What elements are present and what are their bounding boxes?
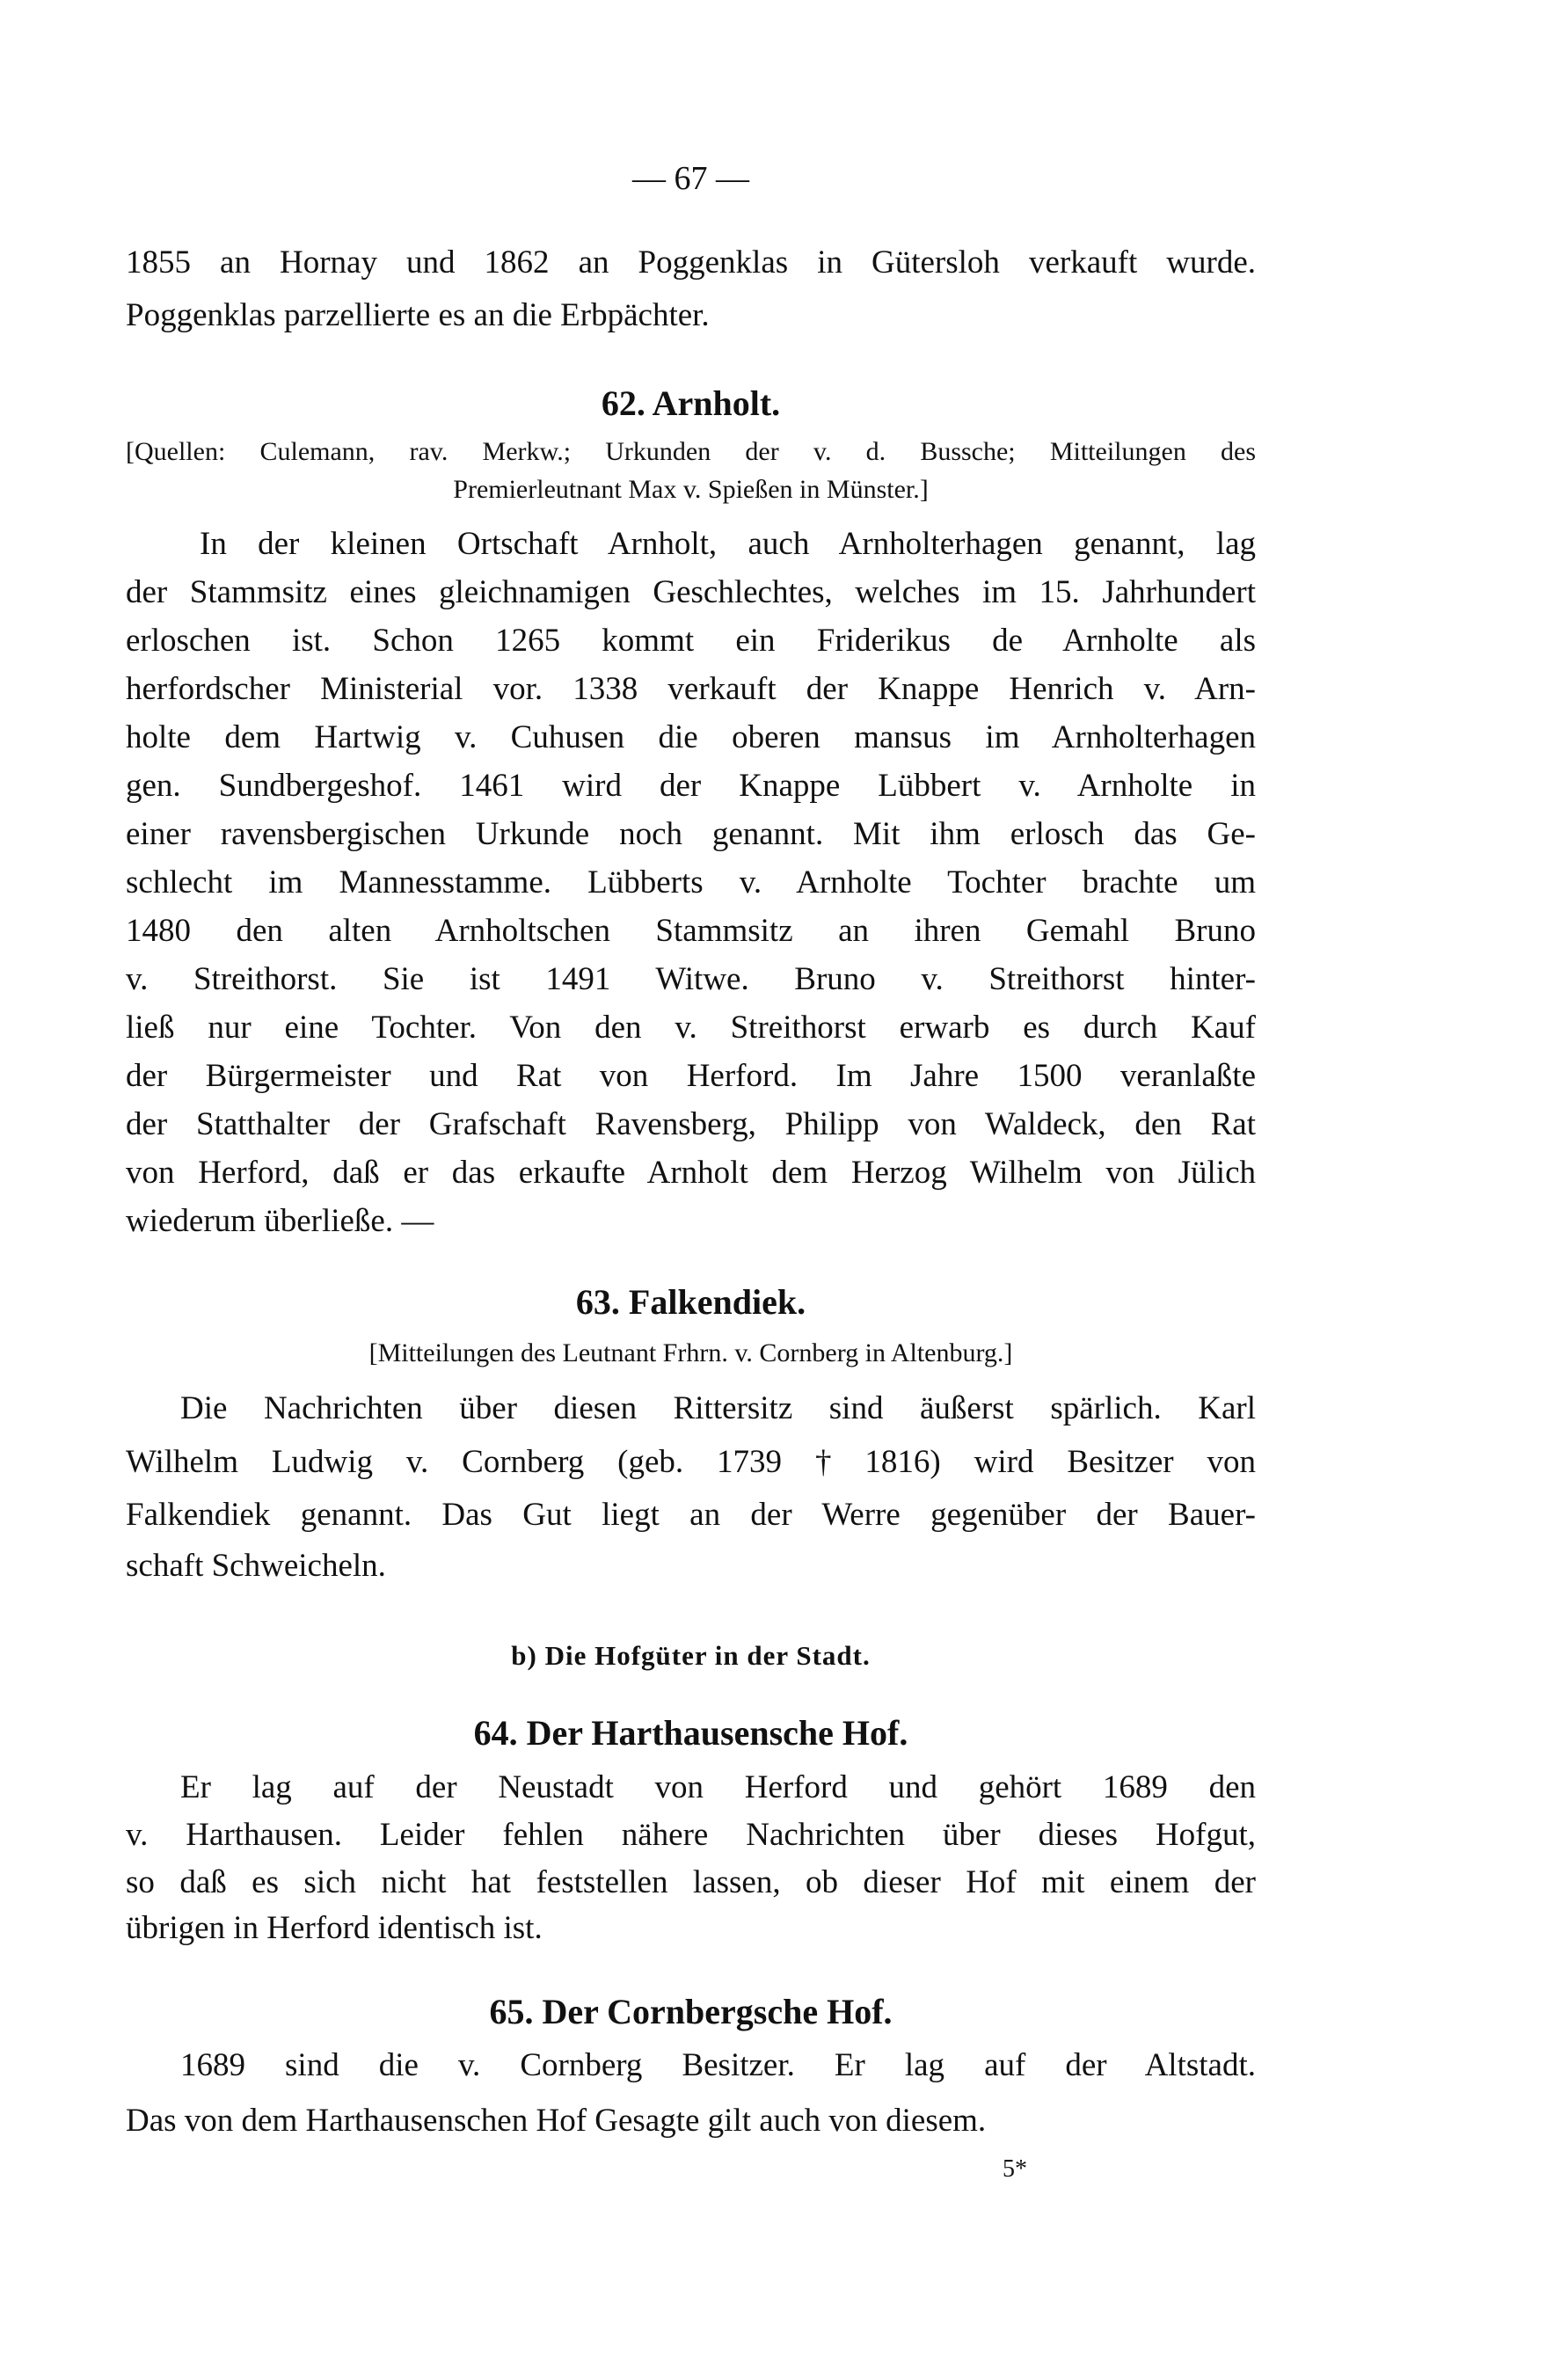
text-line: der Statthalter der Grafschaft Ravensberg, Philipp von Waldeck, den Rat <box>126 1106 1256 1142</box>
page-number: — 67 — <box>632 160 749 197</box>
text-line: von Herford, daß er das erkaufte Arnholt dem Herzog Wilhelm von Jülich <box>126 1155 1256 1191</box>
text-line: schlecht im Mannesstamme. Lübberts v. Arnholte Tochter brachte um <box>126 864 1256 900</box>
text-line: der Stammsitz eines gleichnamigen Geschlechtes, welches im 15. Jahrhundert <box>126 574 1256 610</box>
source-note: [Mitteilungen des Leutnant Frhrn. v. Cornberg in Altenburg.] <box>368 1338 1013 1367</box>
section-heading: 62. Arnholt. <box>601 383 781 423</box>
signature-mark: 5* <box>1003 2155 1027 2183</box>
text-line: herfordscher Ministerial vor. 1338 verkauft der Knappe Henrich v. Arn- <box>126 671 1256 707</box>
text-line: Die Nachrichten über diesen Rittersitz sind äußerst spärlich. Karl <box>180 1390 1256 1426</box>
text-line: erloschen ist. Schon 1265 kommt ein Friderikus de Arnholte als <box>126 623 1256 659</box>
text-line: schaft Schweicheln. <box>126 1548 386 1584</box>
text-line: Wilhelm Ludwig v. Cornberg (geb. 1739 † 1816) wird Besitzer von <box>126 1444 1256 1480</box>
section-heading: 63. Falkendiek. <box>575 1282 806 1322</box>
text-line: holte dem Hartwig v. Cuhusen die oberen mansus im Arnholterhagen <box>126 719 1256 755</box>
text-line: Poggenklas parzellierte es an die Erbpächter. <box>126 297 710 333</box>
text-line: v. Harthausen. Leider fehlen nähere Nachrichten über dieses Hofgut, <box>126 1817 1256 1853</box>
text-line: 1855 an Hornay und 1862 an Poggenklas in Gütersloh verkauft wurde. <box>126 244 1256 281</box>
section-heading: 64. Der Harthausensche Hof. <box>473 1713 908 1753</box>
text-line: übrigen in Herford identisch ist. <box>126 1910 543 1946</box>
section-heading: 65. Der Cornbergsche Hof. <box>489 1992 893 2031</box>
text-line: Er lag auf der Neustadt von Herford und gehört 1689 den <box>180 1769 1256 1805</box>
text-line: Falkendiek genannt. Das Gut liegt an der Werre gegenüber der Bauer- <box>126 1497 1256 1533</box>
text-line: ließ nur eine Tochter. Von den v. Streithorst erwarb es durch Kauf <box>126 1010 1256 1046</box>
source-note: [Quellen: Culemann, rav. Merkw.; Urkunden der v. d. Bussche; Mitteilungen des <box>126 437 1256 466</box>
text-line: 1480 den alten Arnholtschen Stammsitz an ihren Gemahl Bruno <box>126 913 1256 949</box>
text-line: der Bürgermeister und Rat von Herford. Im Jahre 1500 veranlaßte <box>126 1058 1256 1094</box>
text-line: v. Streithorst. Sie ist 1491 Witwe. Bruno v. Streithorst hinter- <box>126 961 1256 997</box>
text-line: wiederum überließe. — <box>126 1203 434 1239</box>
text-line: einer ravensbergischen Urkunde noch genannt. Mit ihm erlosch das Ge- <box>126 816 1256 852</box>
text-line: Das von dem Harthausenschen Hof Gesagte gilt auch von diesem. <box>126 2103 987 2139</box>
source-note: Premierleutnant Max v. Spießen in Münster.] <box>453 475 929 504</box>
subsection-heading: b) Die Hofgüter in der Stadt. <box>511 1640 871 1671</box>
text-line: 1689 sind die v. Cornberg Besitzer. Er lag auf der Altstadt. <box>180 2047 1256 2083</box>
text-line: gen. Sundbergeshof. 1461 wird der Knappe Lübbert v. Arnholte in <box>126 768 1256 804</box>
text-line: so daß es sich nicht hat feststellen lassen, ob dieser Hof mit einem der <box>126 1864 1256 1900</box>
text-line: In der kleinen Ortschaft Arnholt, auch Arnholterhagen genannt, lag <box>200 526 1256 562</box>
